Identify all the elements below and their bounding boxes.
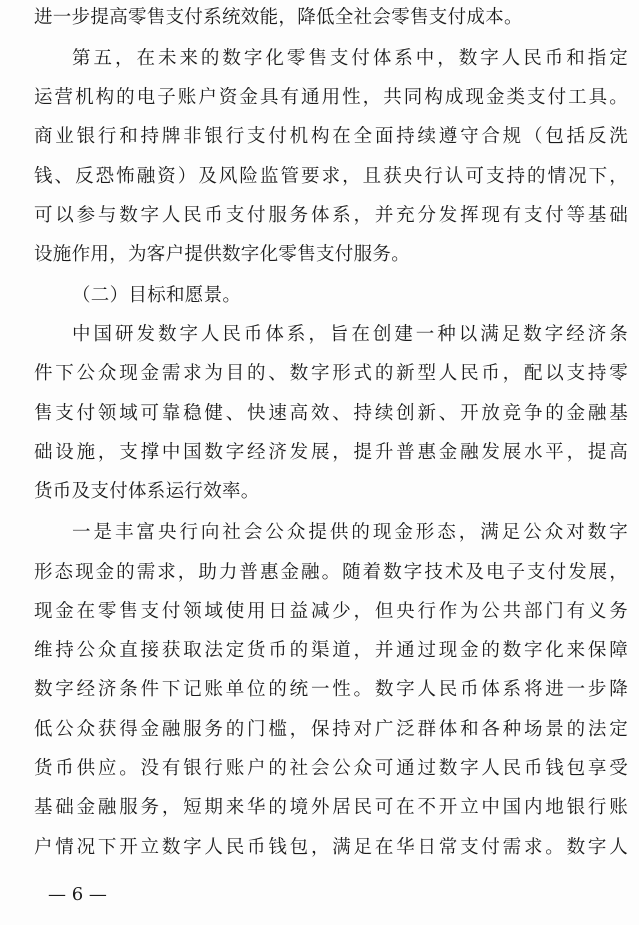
text-line: 现金在零售支付领域使用日益减少，但央行作为公共部门有义务 [34, 601, 628, 622]
text-line: 基础金融服务，短期来华的境外居民可在不开立中国内地银行账 [34, 797, 628, 818]
text-line: 一是丰富央行向社会公众提供的现金形态，满足公众对数字 [72, 522, 628, 543]
text-line: 维持公众直接获取法定货币的渠道，并通过现金的数字化来保障 [34, 640, 628, 661]
page-number: — 6 — [48, 884, 107, 905]
text-line: 售支付领域可靠稳健、快速高效、持续创新、开放竞争的金融基 [34, 403, 628, 424]
text-line: 进一步提高零售支付系统效能，降低全社会零售支付成本。 [34, 7, 523, 28]
text-line: 数字经济条件下记账单位的统一性。数字人民币体系将进一步降 [34, 679, 628, 700]
text-line: 形态现金的需求，助力普惠金融。随着数字技术及电子支付发展， [34, 562, 628, 583]
text-line: 第五，在未来的数字化零售支付体系中，数字人民币和指定 [72, 48, 628, 69]
text-line: 户情况下开立数字人民币钱包，满足在华日常支付需求。数字人 [34, 837, 628, 858]
text-line: 货币及支付体系运行效率。 [34, 481, 260, 502]
text-line: 钱、反恐怖融资）及风险监管要求，且获央行认可支持的情况下， [34, 166, 628, 187]
text-line: 货币供应。没有银行账户的社会公众可通过数字人民币钱包享受 [34, 758, 628, 779]
text-line: 商业银行和持牌非银行支付机构在全面持续遵守合规（包括反洗 [34, 126, 628, 147]
text-line: 件下公众现金需求为目的、数字形式的新型人民币，配以支持零 [34, 363, 628, 384]
text-line: 运营机构的电子账户资金具有通用性，共同构成现金类支付工具。 [34, 87, 628, 108]
section-heading: （二）目标和愿景。 [72, 285, 242, 306]
text-line: 低公众获得金融服务的门槛，保持对广泛群体和各种场景的法定 [34, 719, 628, 740]
text-line: 设施作用，为客户提供数字化零售支付服务。 [34, 244, 411, 265]
text-line: 可以参与数字人民币支付服务体系，并充分发挥现有支付等基础 [34, 205, 628, 226]
text-line: 础设施，支撑中国数字经济发展，提升普惠金融发展水平，提高 [34, 442, 628, 463]
text-line: 中国研发数字人民币体系，旨在创建一种以满足数字经济条 [72, 324, 628, 345]
